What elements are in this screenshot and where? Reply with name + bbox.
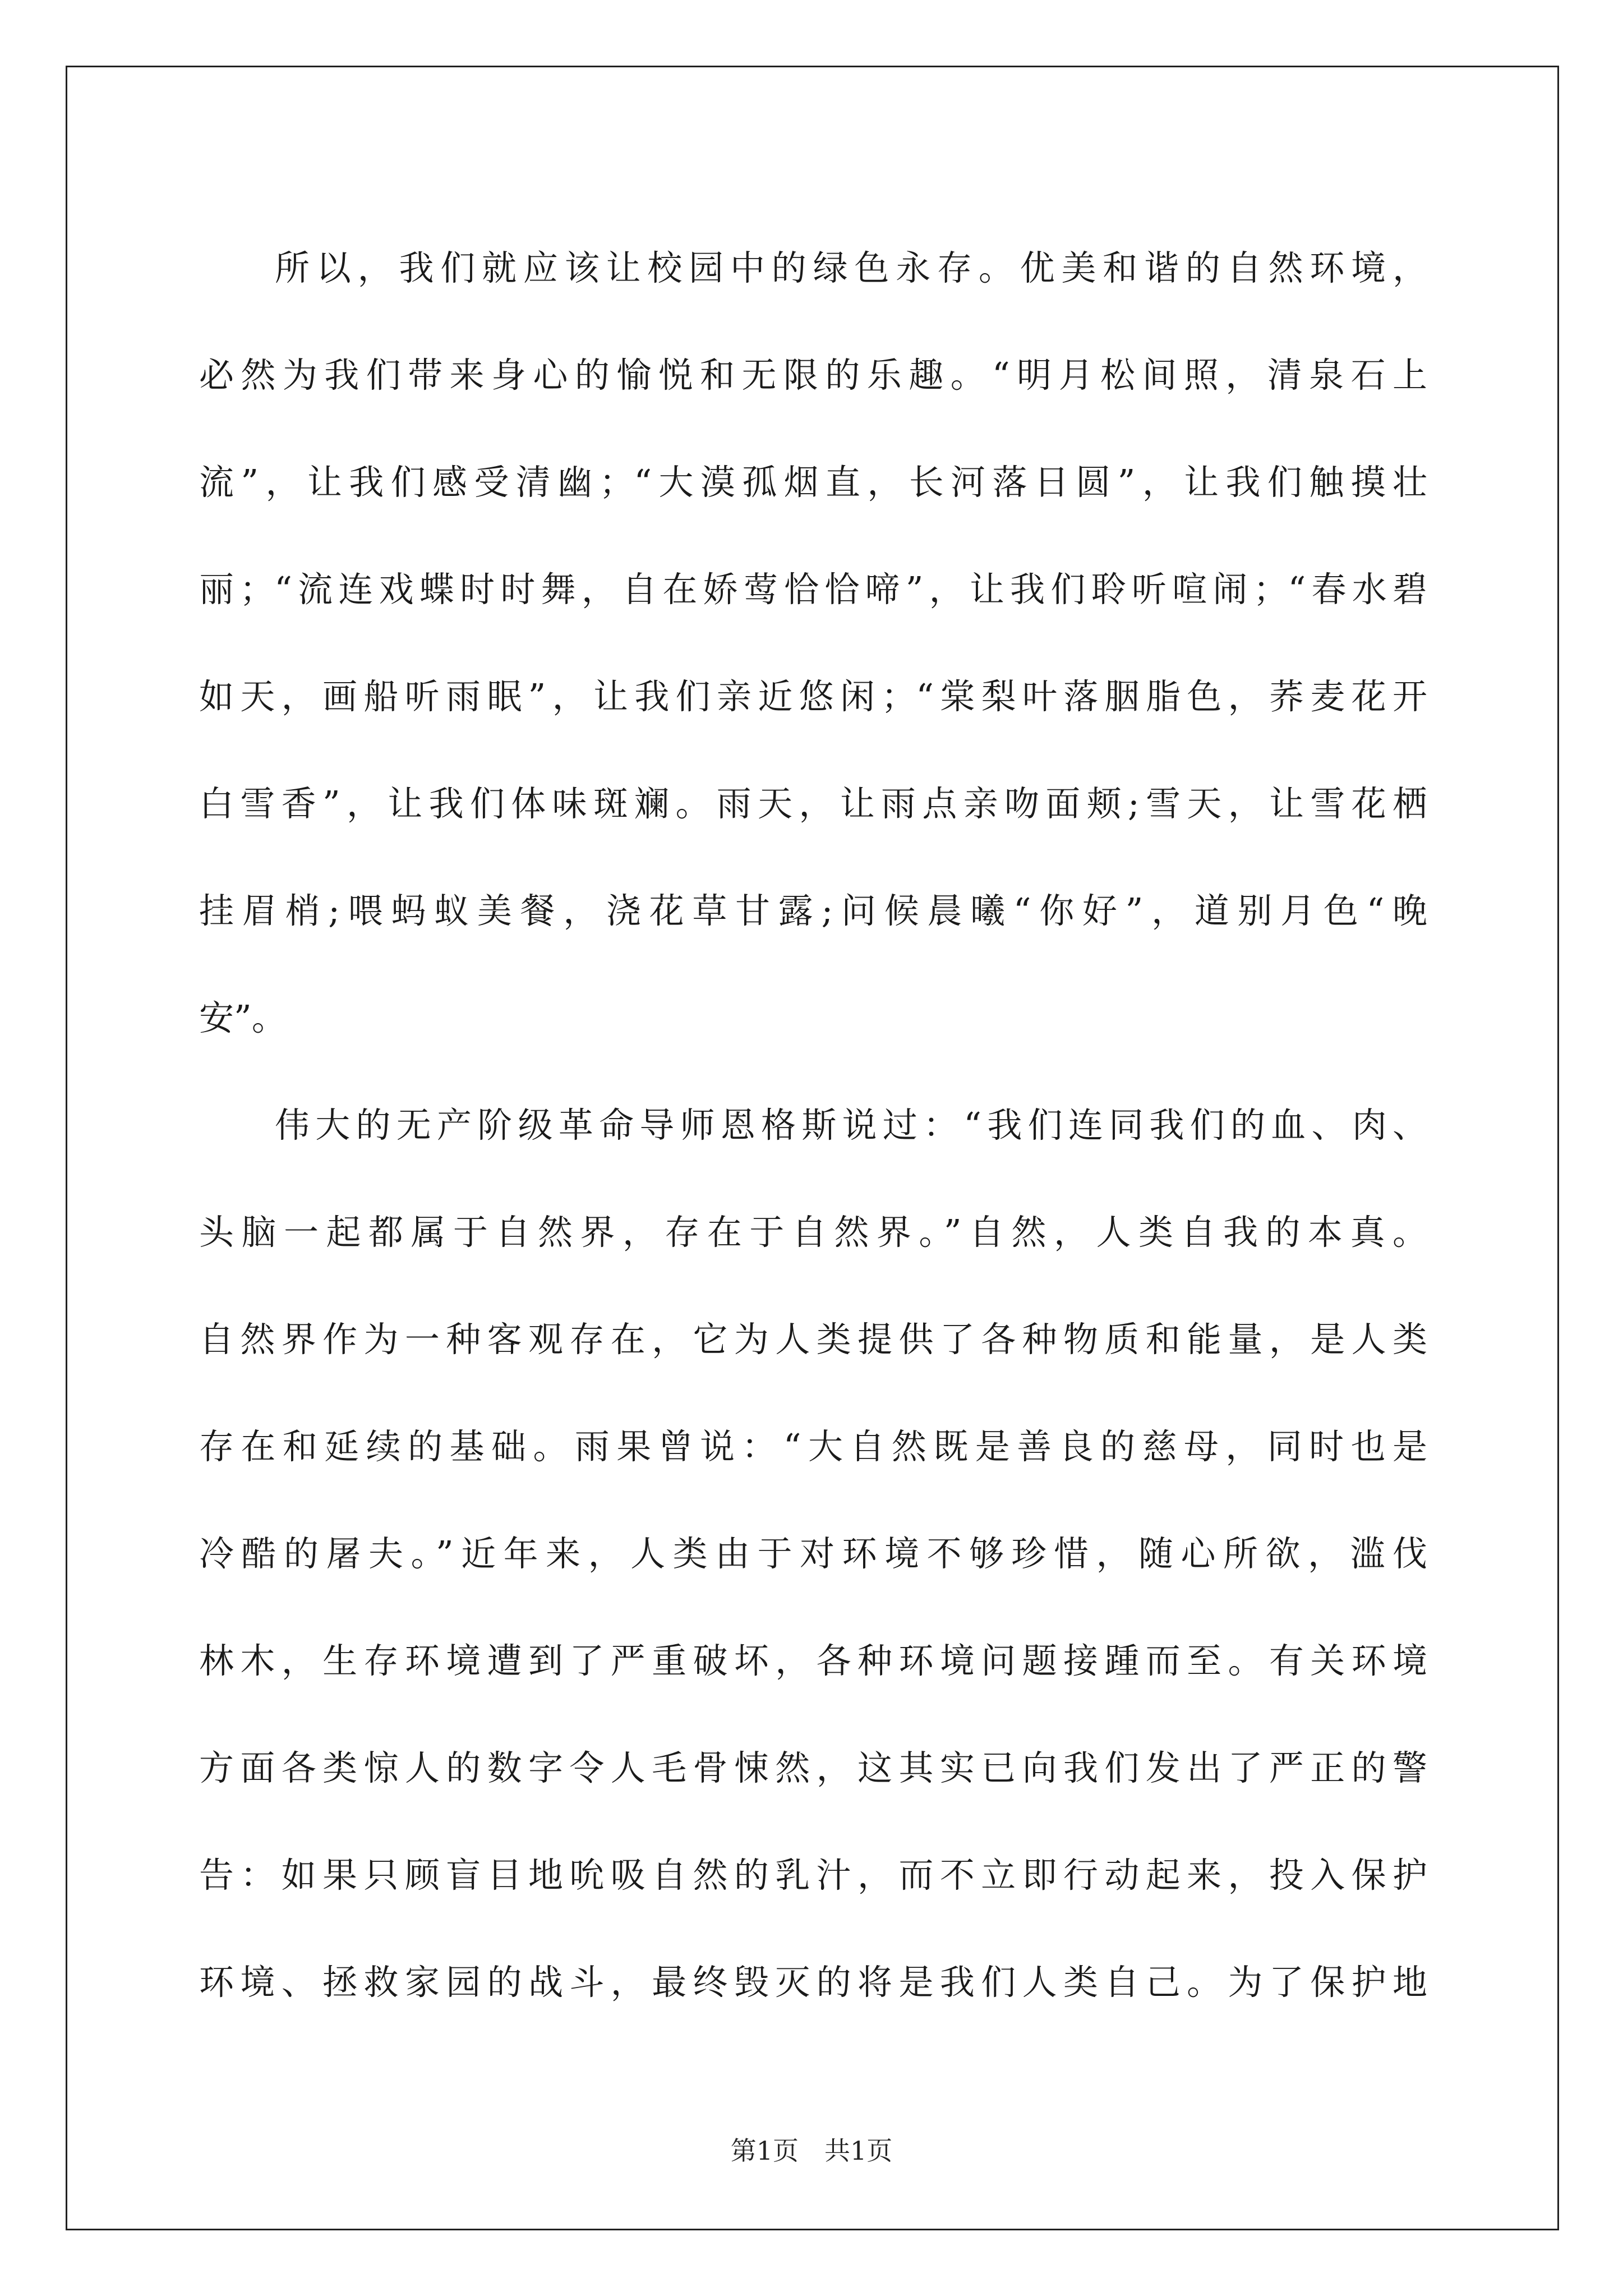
paragraph-1-line-3: 流”，让我们感受清幽；“大漠孤烟直，长河落日圆”，让我们触摸壮: [199, 462, 1427, 503]
paragraph-2-line-4: 存在和延续的基础。雨果曾说：“大自然既是善良的慈母，同时也是: [199, 1426, 1427, 1467]
page-footer: [0, 2134, 1623, 2168]
paragraph-1-line-8: 安”。: [199, 997, 287, 1038]
paragraph-1-line-7: 挂眉梢;喂蚂蚁美餐，浇花草甘露;问候晨曦“你好”，道别月色“晚: [199, 890, 1427, 931]
paragraph-2-line-1: 伟大的无产阶级革命导师恩格斯说过：“我们连同我们的血、肉、: [275, 1105, 1427, 1145]
paragraph-2-line-9: 环境、拯救家园的战斗，最终毁灭的将是我们人类自己。为了保护地: [199, 1962, 1427, 2003]
paragraph-2-line-7: 方面各类惊人的数字令人毛骨悚然，这其实已向我们发出了严正的警: [199, 1747, 1427, 1788]
paragraph-1-line-1: 所以，我们就应该让校园中的绿色永存。优美和谐的自然环境，: [275, 247, 1427, 288]
paragraph-1-line-2: 必然为我们带来身心的愉悦和无限的乐趣。“明月松间照，清泉石上: [199, 355, 1427, 395]
paragraph-1-line-5: 如天，画船听雨眠”，让我们亲近悠闲；“棠梨叶落胭脂色，荞麦花开: [199, 676, 1427, 717]
paragraph-2-line-3: 自然界作为一种客观存在，它为人类提供了各种物质和能量，是人类: [199, 1319, 1427, 1360]
paragraph-2-line-8: 告：如果只顾盲目地吮吸自然的乳汁，而不立即行动起来，投入保护: [199, 1855, 1427, 1895]
paragraph-2-line-5: 冷酷的屠夫。”近年来，人类由于对环境不够珍惜，随心所欲，滥伐: [199, 1533, 1427, 1574]
page-number-label: 第1页 共1页: [730, 2136, 893, 2166]
paragraph-1-line-6: 白雪香”，让我们体味斑斓。雨天，让雨点亲吻面颊;雪天，让雪花栖: [199, 783, 1427, 824]
paragraph-1-line-4: 丽；“流连戏蝶时时舞，自在娇莺恰恰啼”，让我们聆听喧闹；“春水碧: [199, 569, 1427, 610]
paragraph-2-line-6: 林木，生存环境遭到了严重破坏，各种环境问题接踵而至。有关环境: [199, 1640, 1427, 1681]
paragraph-2-line-2: 头脑一起都属于自然界，存在于自然界。”自然，人类自我的本真。: [199, 1212, 1427, 1253]
document-body: [199, 214, 1427, 2036]
